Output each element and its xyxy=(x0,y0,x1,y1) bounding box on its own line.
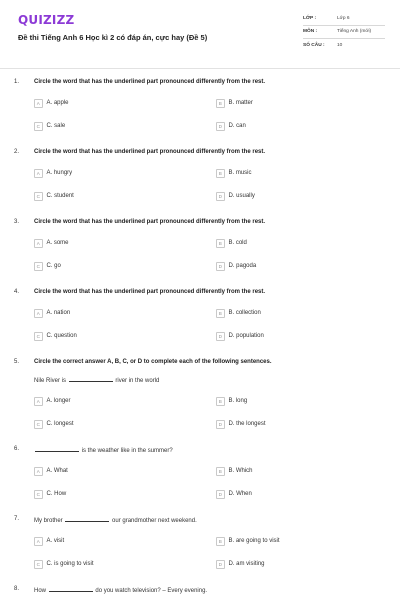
question-text: Circle the word that has the underlined part pronounced differently from the rest. xyxy=(34,79,266,85)
option-letter-box: D xyxy=(216,262,225,271)
option-text: A. hungry xyxy=(46,170,73,176)
answer-blank xyxy=(49,586,93,592)
meta-value: 10 xyxy=(337,43,343,49)
question-number: 3. xyxy=(14,219,20,225)
option-text: C. student xyxy=(46,193,74,199)
option-letter-box: C xyxy=(34,192,43,201)
option-text: A. some xyxy=(46,240,69,246)
answer-blank xyxy=(35,446,79,452)
option-a[interactable] xyxy=(34,536,64,546)
option-letter-box: C xyxy=(34,560,43,569)
option-b[interactable] xyxy=(216,396,247,406)
option-letter-box: D xyxy=(216,420,225,429)
option-b[interactable] xyxy=(216,308,261,318)
option-letter-box: A xyxy=(34,239,43,248)
question-number: 1. xyxy=(14,79,20,85)
option-text: B. matter xyxy=(228,100,253,106)
sentence-after: river in the world xyxy=(115,378,160,384)
option-text: D. population xyxy=(228,333,264,339)
option-letter-box: B xyxy=(216,309,225,318)
meta-value: Lớp 6 xyxy=(337,15,350,21)
option-letter-box: D xyxy=(216,560,225,569)
option-text: D. pagoda xyxy=(228,263,257,269)
question-number: 6. xyxy=(14,446,20,452)
meta-label: LỚP : xyxy=(303,15,317,21)
header-divider xyxy=(0,68,400,69)
sentence-before: Nile River is xyxy=(34,378,67,384)
option-text: D. am visiting xyxy=(228,561,265,567)
option-text: B. collection xyxy=(228,310,261,316)
quizizz-logo: QUIZIZZ xyxy=(18,13,75,27)
option-b[interactable] xyxy=(216,168,252,178)
option-text: C. go xyxy=(46,263,61,269)
option-c[interactable] xyxy=(34,489,66,499)
question-sentence xyxy=(34,586,207,594)
sentence-after: is the weather like in the summer? xyxy=(81,448,173,454)
option-text: A. apple xyxy=(46,100,69,106)
option-letter-box: B xyxy=(216,397,225,406)
option-text: B. cold xyxy=(228,240,247,246)
option-text: D. can xyxy=(228,123,246,129)
option-text: D. usually xyxy=(228,193,255,199)
option-letter-box: C xyxy=(34,420,43,429)
option-c[interactable] xyxy=(34,331,77,341)
option-letter-box: B xyxy=(216,537,225,546)
question-text: Circle the word that has the underlined part pronounced differently from the rest. xyxy=(34,219,266,225)
option-text: B. long xyxy=(228,398,248,404)
option-a[interactable] xyxy=(34,308,70,318)
option-b[interactable] xyxy=(216,536,280,546)
question-sentence xyxy=(34,376,159,384)
question-number: 5. xyxy=(14,359,20,365)
option-text: D. When xyxy=(228,491,252,497)
meta-label: MÔN : xyxy=(303,29,318,35)
option-letter-box: A xyxy=(34,397,43,406)
option-a[interactable] xyxy=(34,238,69,248)
option-text: D. the longest xyxy=(228,421,266,427)
option-letter-box: C xyxy=(34,122,43,131)
option-b[interactable] xyxy=(216,466,253,476)
question-text: Circle the word that has the underlined part pronounced differently from the rest. xyxy=(34,149,266,155)
question-number: 7. xyxy=(14,516,20,522)
option-text: A. What xyxy=(46,468,68,474)
option-d[interactable] xyxy=(216,331,264,341)
option-text: A. longer xyxy=(46,398,71,404)
option-d[interactable] xyxy=(216,121,246,131)
option-c[interactable] xyxy=(34,559,94,569)
question-sentence xyxy=(34,446,173,454)
meta-row-class xyxy=(303,12,385,26)
option-a[interactable] xyxy=(34,98,69,108)
sentence-after: do you watch television? – Every evening. xyxy=(95,588,208,594)
option-letter-box: D xyxy=(216,122,225,131)
question-number: 8. xyxy=(14,586,20,592)
question-number: 4. xyxy=(14,289,20,295)
question-text: Circle the correct answer A, B, C, or D to complete each of the following sentences. xyxy=(34,359,272,365)
option-text: A. visit xyxy=(46,538,65,544)
option-text: C. is going to visit xyxy=(46,561,94,567)
option-letter-box: A xyxy=(34,537,43,546)
answer-blank xyxy=(65,516,109,522)
option-letter-box: D xyxy=(216,490,225,499)
worksheet-header xyxy=(0,0,400,66)
option-b[interactable] xyxy=(216,238,247,248)
option-letter-box: B xyxy=(216,239,225,248)
option-letter-box: D xyxy=(216,332,225,341)
option-text: C. sale xyxy=(46,123,66,129)
option-letter-box: B xyxy=(216,169,225,178)
option-c[interactable] xyxy=(34,419,74,429)
option-text: C. longest xyxy=(46,421,74,427)
option-text: B. music xyxy=(228,170,252,176)
meta-row-count xyxy=(303,39,385,53)
option-d[interactable] xyxy=(216,261,256,271)
option-letter-box: A xyxy=(34,467,43,476)
option-text: B. are going to visit xyxy=(228,538,280,544)
meta-row-subject xyxy=(303,26,385,40)
meta-label: SỐ CÂU : xyxy=(303,43,325,49)
option-d[interactable] xyxy=(216,489,252,499)
question-number: 2. xyxy=(14,149,20,155)
worksheet-title: Đề thi Tiếng Anh 6 Học kì 2 có đáp án, cực hay (Đề 5) xyxy=(18,33,208,42)
option-letter-box: C xyxy=(34,490,43,499)
option-c[interactable] xyxy=(34,191,74,201)
option-c[interactable] xyxy=(34,261,61,271)
option-a[interactable] xyxy=(34,168,72,178)
option-d[interactable] xyxy=(216,419,266,429)
worksheet-meta xyxy=(303,12,385,53)
option-letter-box: C xyxy=(34,262,43,271)
meta-value: Tiếng Anh (mới) xyxy=(337,29,372,35)
option-c[interactable] xyxy=(34,121,65,131)
sentence-after: our grandmother next weekend. xyxy=(112,518,197,524)
option-text: A. nation xyxy=(46,310,71,316)
option-letter-box: A xyxy=(34,99,43,108)
option-b[interactable] xyxy=(216,98,253,108)
sentence-before: My brother xyxy=(34,518,63,524)
option-letter-box: D xyxy=(216,192,225,201)
question-text: Circle the word that has the underlined part pronounced differently from the rest. xyxy=(34,289,266,295)
option-text: C. question xyxy=(46,333,77,339)
option-a[interactable] xyxy=(34,396,71,406)
sentence-before: How xyxy=(34,588,47,594)
question-sentence xyxy=(34,516,197,524)
option-d[interactable] xyxy=(216,191,255,201)
option-letter-box: A xyxy=(34,169,43,178)
option-letter-box: C xyxy=(34,332,43,341)
option-a[interactable] xyxy=(34,466,68,476)
option-d[interactable] xyxy=(216,559,265,569)
option-letter-box: B xyxy=(216,467,225,476)
option-text: C. How xyxy=(46,491,67,497)
option-letter-box: B xyxy=(216,99,225,108)
option-text: B. Which xyxy=(228,468,253,474)
answer-blank xyxy=(69,376,113,382)
option-letter-box: A xyxy=(34,309,43,318)
